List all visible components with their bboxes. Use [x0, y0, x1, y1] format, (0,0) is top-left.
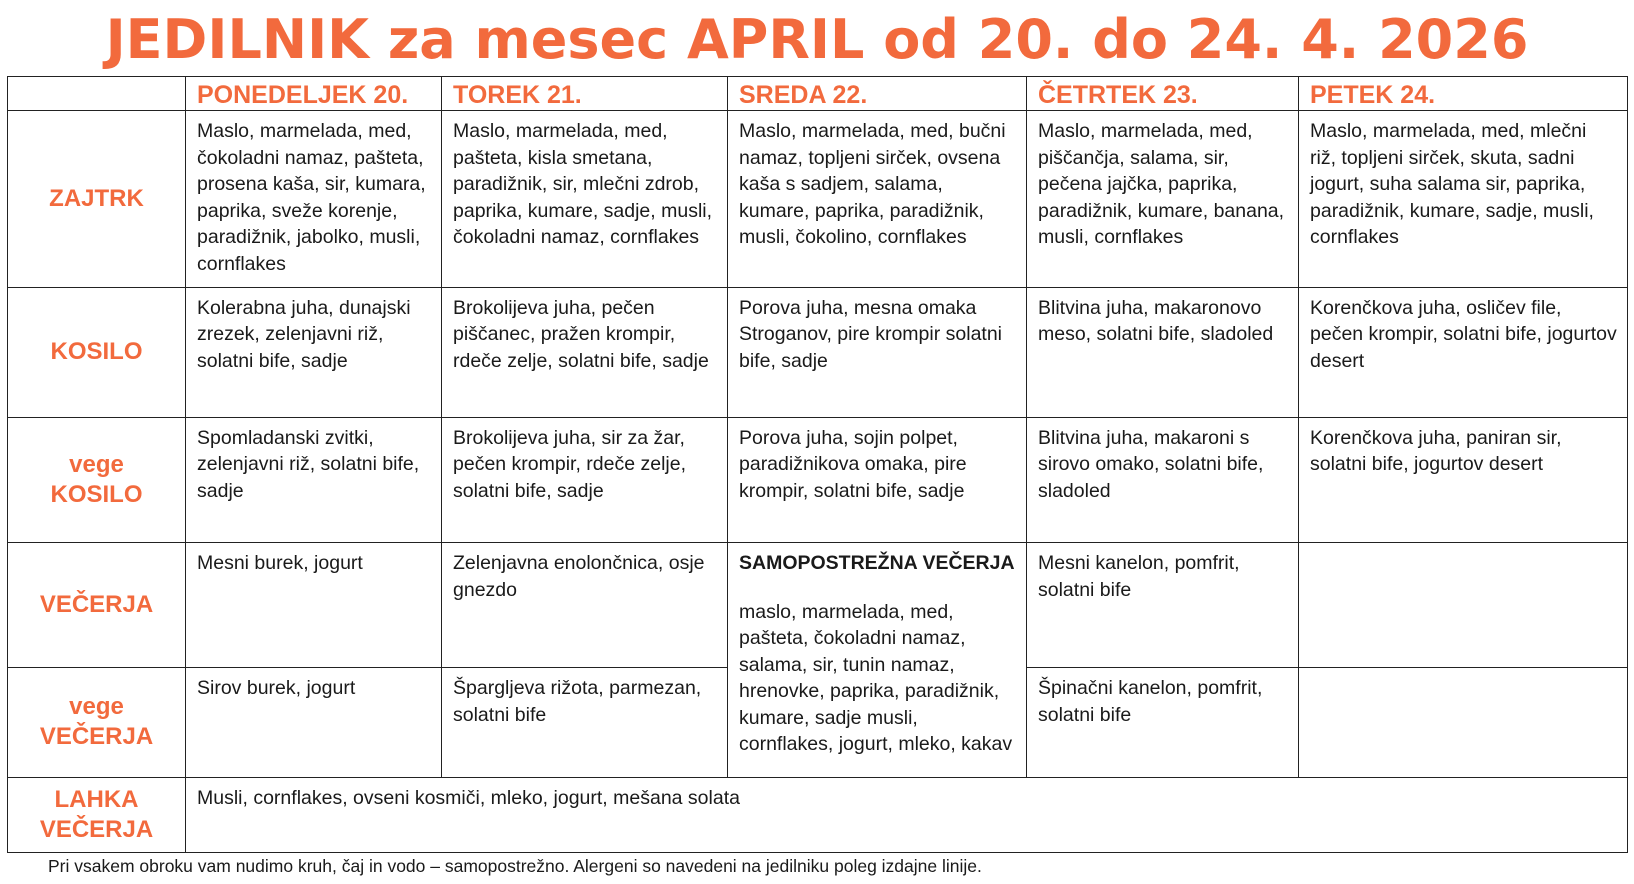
row-label-vege-kosilo-bottom: KOSILO	[50, 480, 143, 508]
cell-kosilo-tuesday: Brokolijeva juha, pečen piščanec, pražen krompir, rdeče zelje, solatni bife, sadje	[442, 287, 728, 417]
row-label-lahka-vecerja-top: LAHKA	[54, 785, 139, 813]
cell-kosilo-wednesday: Porova juha, mesna omaka Stroganov, pire krompir solatni bife, sadje	[728, 287, 1027, 417]
row-kosilo	[8, 287, 1628, 417]
cell-vege-vecerja-friday	[1299, 668, 1628, 777]
row-label-vege-vecerja-bottom: VEČERJA	[39, 723, 154, 751]
cell-vege-kosilo-tuesday: Brokolijeva juha, sir za žar, pečen krompir, rdeče zelje, solatni bife, sadje	[442, 417, 728, 543]
cell-vege-vecerja-tuesday: Špargljeva rižota, parmezan, solatni bife	[442, 668, 728, 777]
cell-vege-kosilo-friday: Korenčkova juha, paniran sir, solatni bife, jogurtov desert	[1299, 417, 1628, 543]
cell-vecerja-monday: Mesni burek, jogurt	[186, 543, 442, 668]
cell-vecerja-friday	[1299, 543, 1628, 668]
cell-zajtrk-tuesday: Maslo, marmelada, med, pašteta, kisla smetana, paradižnik, sir, mlečni zdrob, paprika, kumare, sadje, musli, čokoladni namaz, cornflakes	[442, 111, 728, 287]
day-header-monday: PONEDELJEK 20.	[186, 77, 442, 111]
cell-vege-vecerja-thursday: Špinačni kanelon, pomfrit, solatni bife	[1027, 668, 1299, 777]
row-vecerja	[8, 543, 1628, 668]
cell-vege-vecerja-monday: Sirov burek, jogurt	[186, 668, 442, 777]
cell-vege-kosilo-wednesday: Porova juha, sojin polpet, paradižnikova omaka, pire krompir, solatni bife, sadje	[728, 417, 1027, 543]
page-title: JEDILNIK za mesec APRIL od 20. do 24. 4. 2026	[105, 8, 1529, 71]
row-label-vecerja: VEČERJA	[8, 543, 186, 668]
cell-zajtrk-thursday: Maslo, marmelada, med, piščančja, salama, sir, pečena jajčka, paprika, paradižnik, kumare, banana, musli, cornflakes	[1027, 111, 1299, 287]
cell-samopostrezna-vecerja	[728, 543, 1027, 777]
row-label-lahka-vecerja-bottom: VEČERJA	[39, 815, 154, 843]
header-row	[8, 77, 1628, 111]
cell-kosilo-friday: Korenčkova juha, osličev file, pečen krompir, solatni bife, jogurtov desert	[1299, 287, 1628, 417]
cell-lahka-vecerja: Musli, cornflakes, ovseni kosmiči, mleko, jogurt, mešana solata	[186, 777, 1628, 852]
row-label-kosilo: KOSILO	[8, 287, 186, 417]
day-header-tuesday: TOREK 21.	[442, 77, 728, 111]
day-header-wednesday: SREDA 22.	[728, 77, 1027, 111]
row-label-vege-vecerja-top: vege	[69, 693, 124, 721]
cell-kosilo-thursday: Blitvina juha, makaronovo meso, solatni bife, sladoled	[1027, 287, 1299, 417]
cell-zajtrk-friday: Maslo, marmelada, med, mlečni riž, topljeni sirček, skuta, sadni jogurt, suha salama sir, paprika, paradižnik, kumare, sadje, musli, cornflakes	[1299, 111, 1628, 287]
row-label-lahka-vecerja	[8, 777, 186, 852]
footer-note: Pri vsakem obroku vam nudimo kruh, čaj in vodo – samopostrežno. Alergeni so navedeni na jedilniku poleg izdajne linije.	[48, 856, 982, 876]
row-label-zajtrk: ZAJTRK	[8, 111, 186, 287]
samopostrezna-body: maslo, marmelada, med, pašteta, čokoladni namaz, salama, sir, tunin namaz, hrenovke, paprika, paradižnik, kumare, sadje musli, cornflakes, jogurt, mleko, kakav	[739, 600, 1013, 756]
row-label-vege-kosilo-top: vege	[69, 450, 124, 478]
corner-cell	[8, 77, 186, 111]
row-vege-kosilo	[8, 417, 1628, 543]
cell-kosilo-monday: Kolerabna juha, dunajski zrezek, zelenjavni riž, solatni bife, sadje	[186, 287, 442, 417]
row-zajtrk	[8, 111, 1628, 287]
day-header-friday: PETEK 24.	[1299, 77, 1628, 111]
cell-zajtrk-monday: Maslo, marmelada, med, čokoladni namaz, pašteta, prosena kaša, sir, kumara, paprika, sveže korenje, paradižnik, jabolko, musli, cornflakes	[186, 111, 442, 287]
cell-vecerja-tuesday: Zelenjavna enolončnica, osje gnezdo	[442, 543, 728, 668]
samopostrezna-heading: SAMOPOSTREŽNA VEČERJA	[739, 552, 1015, 575]
day-header-thursday: ČETRTEK 23.	[1027, 77, 1299, 111]
cell-vege-kosilo-thursday: Blitvina juha, makaroni s sirovo omako, solatni bife, sladoled	[1027, 417, 1299, 543]
cell-zajtrk-wednesday: Maslo, marmelada, med, bučni namaz, topljeni sirček, ovsena kaša s sadjem, salama, kumare, paprika, paradižnik, musli, čokolino, cornflakes	[728, 111, 1027, 287]
row-lahka-vecerja	[8, 777, 1628, 852]
row-label-vege-kosilo	[8, 417, 186, 543]
cell-vecerja-thursday: Mesni kanelon, pomfrit, solatni bife	[1027, 543, 1299, 668]
cell-vege-kosilo-monday: Spomladanski zvitki, zelenjavni riž, solatni bife, sadje	[186, 417, 442, 543]
menu-table	[7, 76, 1628, 853]
row-label-vege-vecerja	[8, 668, 186, 777]
